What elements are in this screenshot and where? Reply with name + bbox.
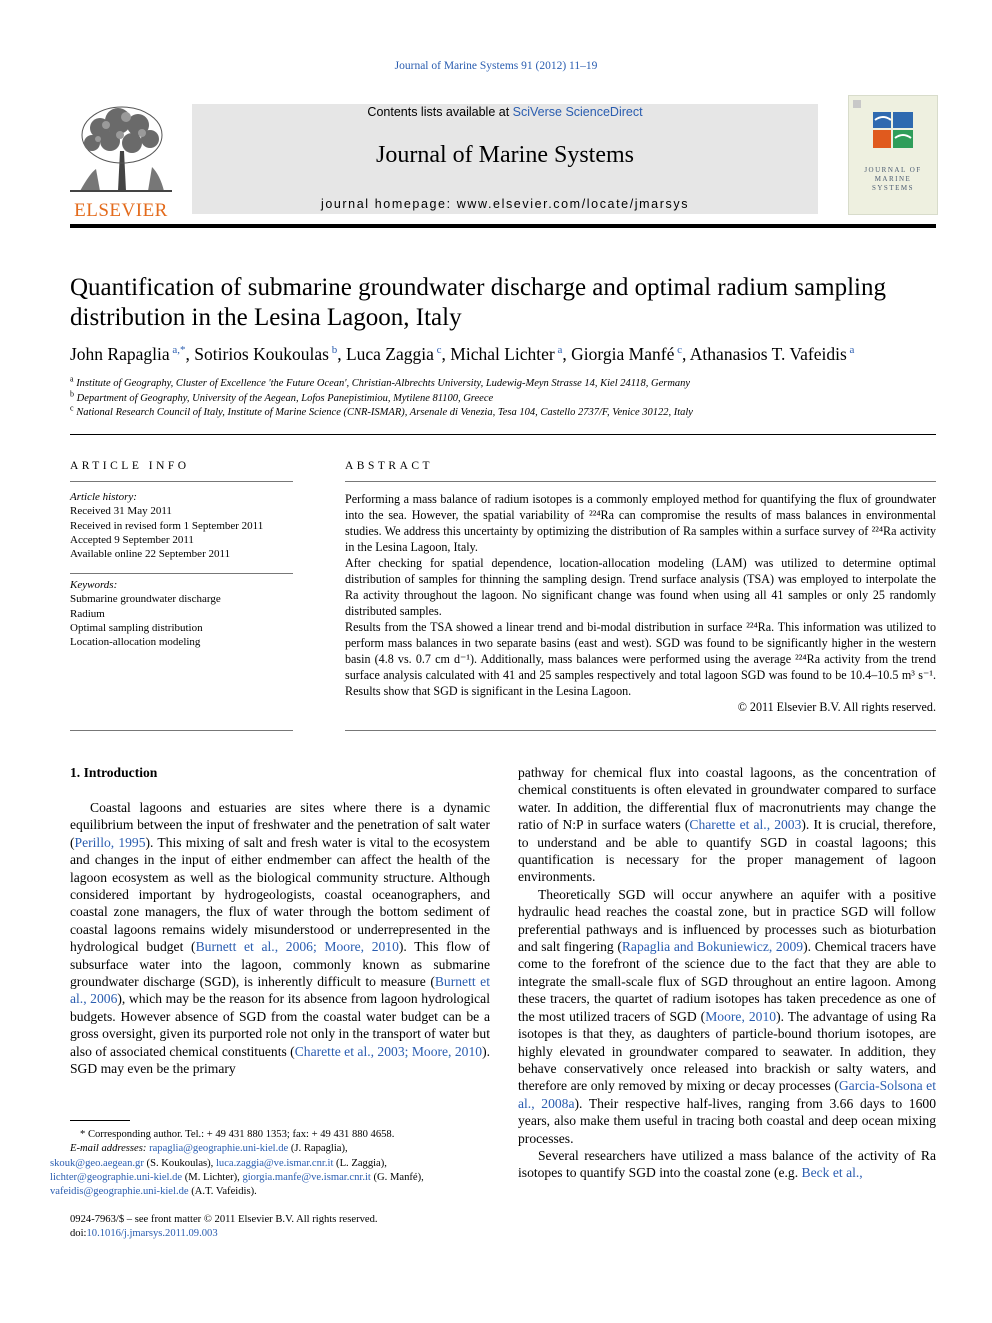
abstract-paragraph: Results from the TSA showed a linear trend and bi-modal distribution in surface ²²⁴Ra. This information was utilized to perform mass balances in two separate basins (east and west). SGD was found to be significantly higher in the western basin (4.8 vs. 0.7 cm d⁻¹). Additionally, mass balances were performed using the average ²²⁴Ra activity from the trend surface analysis calculated with 41 and 25 samples respectively and total lagoon SGD was found to be 10.4–10.5 m³ s⁻¹. Results show that SGD is significant in the Lesina Lagoon. [345,620,936,698]
history-item: Received 31 May 2011 [70,505,172,518]
affiliation-text: Institute of Geography, Cluster of Excellence 'the Future Ocean', Christian-Albrechts University, Ludewig-Meyn Strasse 14, Kiel 24118, Germany [73,378,691,389]
footnote-divider [70,1120,130,1121]
email-label: E-mail addresses: [70,1143,150,1155]
affiliations-divider [70,434,936,435]
history-item: Accepted 9 September 2011 [70,533,194,546]
front-matter [70,1213,510,1242]
author-name: John Rapaglia [70,344,170,364]
keyword: Optimal sampling distribution [70,621,203,634]
elsevier-tree-icon [70,103,172,193]
affiliation-list [70,374,950,421]
abstract-body [345,491,936,715]
affiliation-text: National Research Council of Italy, Institute of Marine Science (CNR-ISMAR), Arsenale di Venezia, Tesa 104, Castello 2737/F, Venice 30122, Italy [73,407,693,418]
author-name: Luca Zaggia [345,344,434,364]
author-affiliation-marker[interactable]: c [674,344,682,357]
section-heading: 1. Introduction [70,765,158,780]
intro-left-column [70,799,490,1078]
doi-line: doi:10.1016/j.jmarsys.2011.09.003 [70,1228,218,1240]
author-name: Athanasios T. Vafeidis [689,344,847,364]
email-line: lichter@geographie.uni-kiel.de (M. Lichter), giorgia.manfe@ve.ismar.cnr.it (G. Manfé), [50,1171,424,1183]
abstract-bottom-rule [345,730,936,731]
author-affiliation-marker[interactable]: a [554,344,563,357]
corresponding-author: * Corresponding author. Tel.: + 49 431 880 1353; fax: + 49 431 880 4658. [80,1129,395,1140]
author-separator: , [441,344,451,364]
author-separator: , [682,344,690,364]
citation-link[interactable]: Burnett et al., 2006 [70,974,490,1007]
contents-line: Contents lists available at SciVerse ScienceDirect [367,105,643,119]
intro-right-column [518,764,936,1182]
keyword: Location-allocation modeling [70,636,201,649]
article-title: Quantification of submarine groundwater discharge and optimal radium sampling distribution in the Lesina Lagoon, Italy [70,274,886,331]
citation-link[interactable]: Rapaglia and Bokuniewicz, 2009 [621,939,804,955]
elsevier-logo [70,103,172,221]
email-link[interactable]: luca.zaggia@ve.ismar.cnr.it [215,1157,334,1169]
elsevier-wordmark: ELSEVIER [74,200,168,221]
author-name: Michal Lichter [450,344,555,364]
intro-paragraph: Theoretically SGD will occur anywhere an aquifer with a positive hydraulic head reaches the coastal zone, but in practice SGD will follow preferential pathways and is influenced by processes such as bioturbation and salt fingering (Rapaglia and Bokuniewicz, 2009). Chemical tracers have come to the forefront of the science due to the fact that they are able to integrate the small-scale flux of SGD throughout an entire lagoon. Among these tracers, the quartet of radium isotopes has taken precedence as one of the most utilized tracers of SGD (Moore, 2010). The advantage of using Ra isotopes is that they, as daughters of particle-bound thorium isotopes, are highly elevated in groundwater compared to seawater. In addition, they behave conservatively once released into brackish or salty waters, and therefore are only removed by mixing or decay processes (Garcia-Solsona et al., 2008a). Their respective half-lives, ranging from 3.66 days to 1600 years, also make them useful in tracing both coastal and deep ocean mixing processes. [518,886,936,1146]
history-item: Received in revised form 1 September 2011 [70,519,264,532]
email-link[interactable]: skouk@geo.aegean.gr [50,1157,144,1169]
author-separator: , [185,344,195,364]
author-affiliation-marker[interactable]: c [433,344,442,357]
author-separator: , [337,344,346,364]
email-link[interactable]: giorgia.manfe@ve.ismar.cnr.it [242,1171,371,1183]
abstract-heading: ABSTRACT [345,460,434,472]
citation-link[interactable]: Beck et al., [801,1165,863,1181]
author-affiliation-marker[interactable]: a,* [169,344,186,357]
intro-paragraph: pathway for chemical flux into coastal lagoons, as the concentration of chemical constituents is often elevated in groundwater compared to surface water. In addition, the differential flux of macronutrients may change the ratio of N:P in surface waters (Charette et al., 2003). It is crucial, therefore, to understand and be able to quantify SGD in coastal lagoons; this quantification is necessary for the proper management of lagoon environments. [518,765,936,885]
email-link[interactable]: vafeidis@geographie.uni-kiel.de [50,1186,189,1198]
intro-paragraph: Coastal lagoons and estuaries are sites where there is a dynamic equilibrium between the input of freshwater and the penetration of salt water (Perillo, 1995). This mixing of salt and fresh water is vital to the ecosystem and changes in the input of either endmember can affect the health of the lagoon ecosystem as well as the biological community structure. Although considered important by hydrogeologists, coastal oceanographers, and coastal zone managers, the flux of water through the bottom sediment of coastal lagoons remains widely misunderstood or underrepresented in the hydrological budget (Burnett et al., 2006; Moore, 2010). This flow of subsurface water into the lagoon, commonly known as submarine groundwater discharge (SGD), is inherently difficult to measure (Burnett et al., 2006), which may be the reason for its absence from lagoon hydrological budgets. However absence of SGD from the coastal water budget can be a gross oversight, given its purported role not only in the transport of water but also of associated chemical constituents (Charette et al., 2003; Moore, 2010). SGD may even be the primary [70,800,491,1077]
email-addresses [50,1142,490,1199]
citation-link[interactable]: Garcia-Solsona et al., 2008a [518,1078,936,1111]
email-line: E-mail addresses: rapaglia@geographie.uni-kiel.de (J. Rapaglia), [70,1143,348,1155]
citation-link[interactable]: Charette et al., 2003 [689,817,802,833]
author-affiliation-marker[interactable]: a [846,344,855,357]
journal-cover[interactable] [848,95,938,215]
doi-link[interactable]: 10.1016/j.jmarsys.2011.09.003 [86,1228,218,1240]
abstract-rule [345,481,936,482]
header-rule [70,224,936,228]
article-info-heading: ARTICLE INFO [70,460,190,472]
author-list [70,344,950,365]
journal-title: Journal of Marine Systems [376,142,634,168]
sciencedirect-link[interactable]: SciVerse ScienceDirect [512,105,643,119]
affiliation-label: a [70,374,74,384]
journal-citation[interactable]: Journal of Marine Systems 91 (2012) 11–19 [394,60,598,72]
author-separator: , [562,344,572,364]
journal-homepage[interactable]: journal homepage: www.elsevier.com/locate/jmarsys [320,197,690,211]
email-line: vafeidis@geographie.uni-kiel.de (A.T. Vafeidis). [50,1186,257,1198]
affiliation [70,389,950,407]
history-item: Available online 22 September 2011 [70,548,231,561]
citation-link[interactable]: Moore, 2010 [705,1008,777,1024]
email-line: skouk@geo.aegean.gr (S. Koukoulas), luca.zaggia@ve.ismar.cnr.it (L. Zaggia), [50,1157,387,1169]
article-info-rule [70,481,293,482]
keywords-rule [70,573,293,574]
email-link[interactable]: lichter@geographie.uni-kiel.de [50,1171,183,1183]
cover-title: JOURNAL OF MARINE SYSTEMS [864,166,922,192]
keyword: Radium [70,607,105,620]
affiliation-label: c [70,403,74,413]
article-history: Article history: Received 31 May 2011 Received in revised form 1 September 2011 Accepted 9 September 2011 Available online 22 September 2011 [70,490,300,561]
author-affiliation-marker[interactable]: b [328,344,338,357]
article-info-bottom-rule [70,730,293,731]
author-name: Sotirios Koukoulas [194,344,329,364]
keywords: Keywords: Submarine groundwater discharge Radium Optimal sampling distribution Location-allocation modeling [70,578,300,649]
copyright: © 2011 Elsevier B.V. All rights reserved. [737,700,936,714]
affiliation [70,374,950,392]
intro-paragraph: Several researchers have utilized a mass balance of the activity of Ra isotopes to quantify SGD into the coastal zone (e.g. Beck et al., [518,1147,936,1181]
citation-link[interactable]: Perillo, 1995 [74,834,146,850]
cover-emblem-icon [873,112,913,148]
affiliation [70,403,950,421]
abstract-paragraph: After checking for spatial dependence, location-allocation modeling (LAM) was utilized to determine optimal distribution of samples for thinning the sampling design. Trend surface analysis (TSA) was employed to interpolate the Ra activity throughout the lagoon. No significant change was found when using all 41 samples or only 25 randomly distributed samples. [345,556,936,618]
author-name: Giorgia Manfé [571,344,675,364]
journal-banner [192,104,818,214]
issn-line: 0924-7963/$ – see front matter © 2011 Elsevier B.V. All rights reserved. [70,1214,378,1225]
keyword: Submarine groundwater discharge [70,593,221,606]
citation-link[interactable]: Charette et al., 2003; Moore, 2010 [294,1043,483,1059]
abstract-paragraph: Performing a mass balance of radium isotopes is a commonly employed method for quantifying the flux of groundwater into the sea. However, the spatial variability of ²²⁴Ra can compromise the results of mass balances in environmental studies. We address this uncertainty by optimizing the distribution of Ra samples within a surface survey of ²²⁴Ra activity in the Lesina Lagoon, Italy. [345,492,936,554]
email-link[interactable]: rapaglia@geographie.uni-kiel.de [149,1143,289,1155]
affiliation-label: b [70,389,74,398]
cover-small-logo [853,100,861,108]
citation-link[interactable]: Burnett et al., 2006; Moore, 2010 [195,939,399,955]
affiliation-text: Department of Geography, University of the Aegean, Lofos Panepistimiou, Mytilene 81100, Greece [74,392,494,404]
footnotes [50,1128,490,1199]
